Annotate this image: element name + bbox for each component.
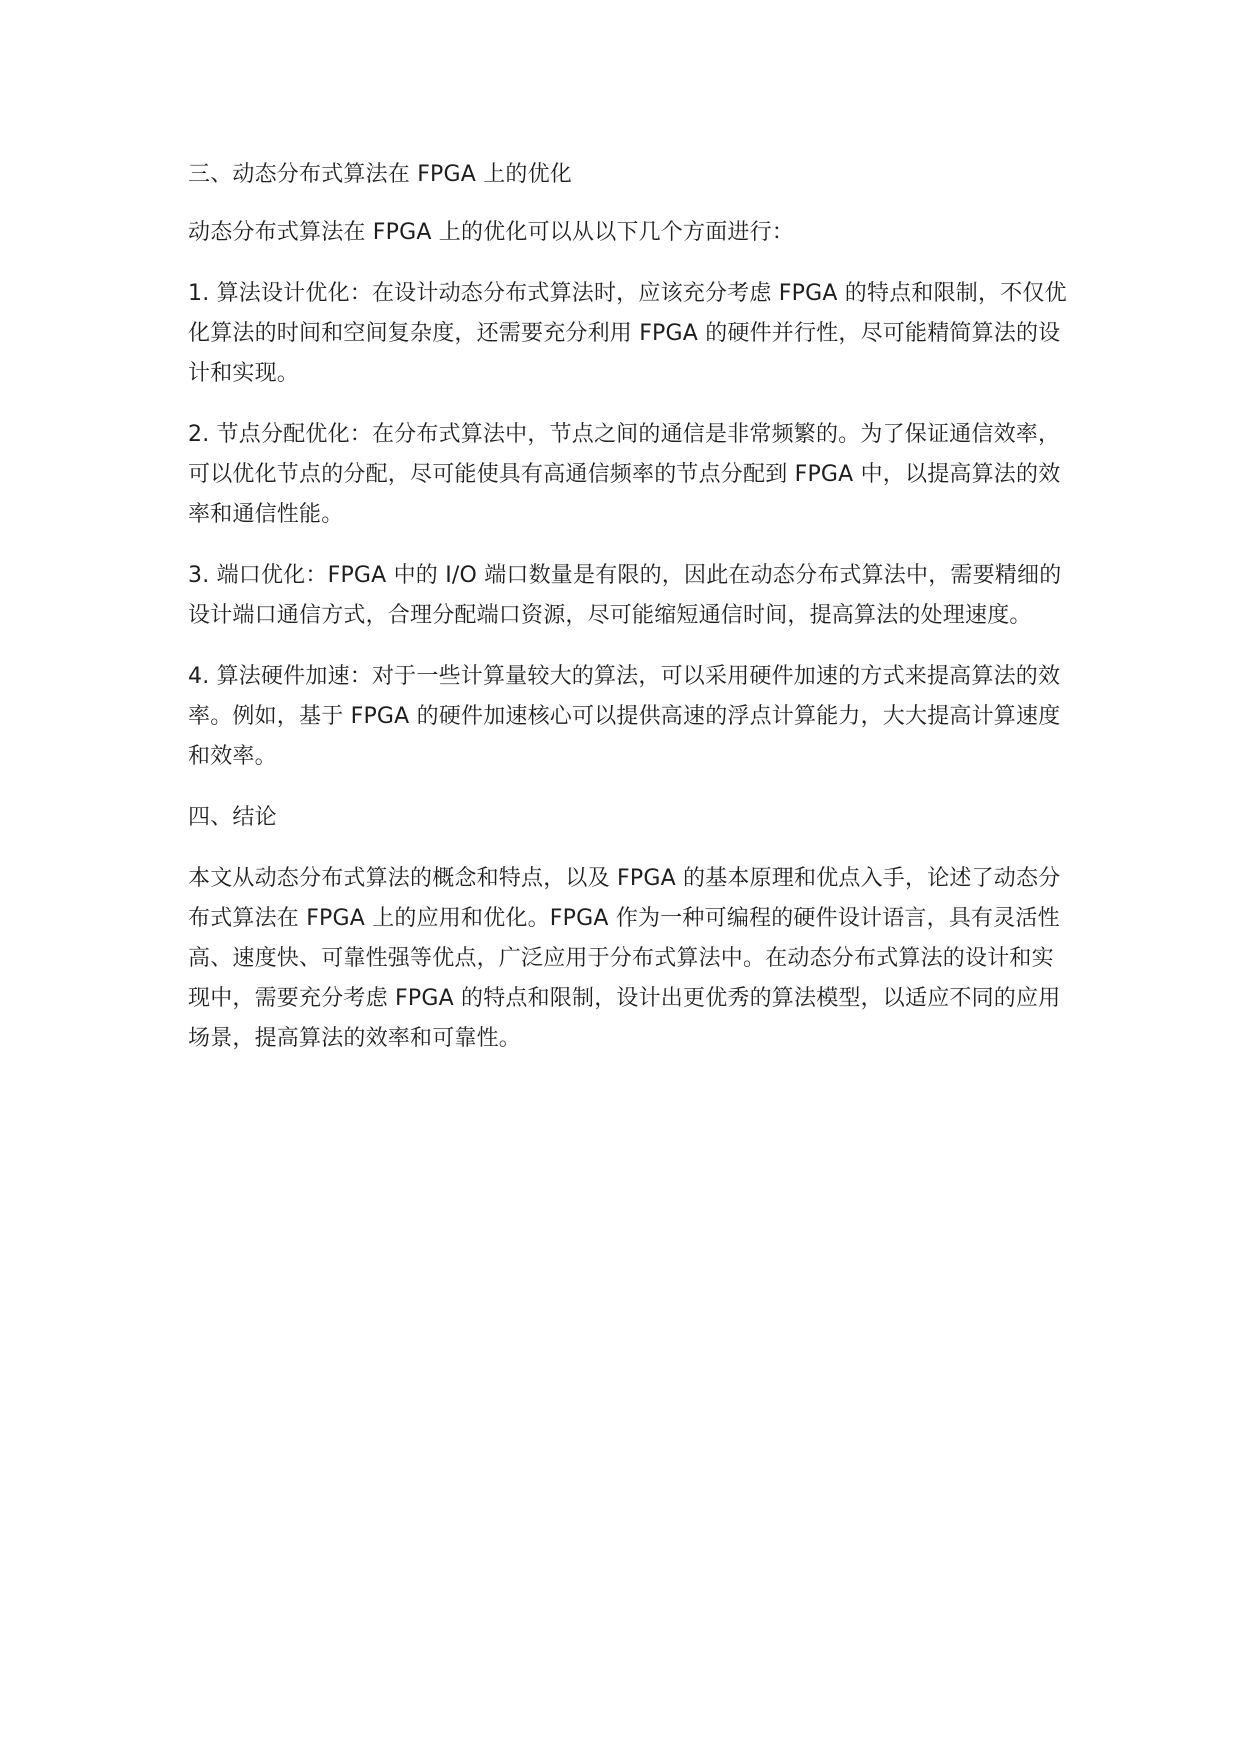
list-item-node-allocation: 2. 节点分配优化：在分布式算法中，节点之间的通信是非常频繁的。为了保证通信效率，可以优化节点的分配，尽可能使具有高通信频率的节点分配到 FPGA 中，以提高算法的效率和通信性能。 [188, 422, 1061, 527]
list-item-algorithm-design: 1. 算法设计优化：在设计动态分布式算法时，应该充分考虑 FPGA 的特点和限制，不仅优化算法的时间和空间复杂度，还需要充分利用 FPGA 的硬件并行性，尽可能精简算法的设计和实现。 [188, 281, 1067, 386]
conclusion-paragraph: 本文从动态分布式算法的概念和特点，以及 FPGA 的基本原理和优点入手，论述了动态分布式算法在 FPGA 上的应用和优化。FPGA 作为一种可编程的硬件设计语言，具有灵活性高、速度快、可靠性强等优点，广泛应用于分布式算法中。在动态分布式算法的设计和实现中，需要充分考虑 FPGA 的特点和限制，设计出更优秀的算法模型，以适应不同的应用场景，提高算法的效率和可靠性。 [188, 866, 1061, 1051]
section-heading-conclusion: 四、结论 [188, 805, 277, 830]
list-item-hardware-acceleration: 4. 算法硬件加速：对于一些计算量较大的算法，可以采用硬件加速的方式来提高算法的效率。例如，基于 FPGA 的硬件加速核心可以提供高速的浮点计算能力，大大提高计算速度和效率。 [188, 664, 1061, 769]
document-body [188, 155, 1068, 1080]
section-intro-paragraph: 动态分布式算法在 FPGA 上的优化可以从以下几个方面进行： [188, 220, 795, 245]
list-item-port-optimization: 3. 端口优化：FPGA 中的 I/O 端口数量是有限的，因此在动态分布式算法中，需要精细的设计端口通信方式，合理分配端口资源，尽可能缩短通信时间，提高算法的处理速度。 [188, 563, 1062, 628]
section-heading-optimization: 三、动态分布式算法在 FPGA 上的优化 [188, 162, 573, 187]
